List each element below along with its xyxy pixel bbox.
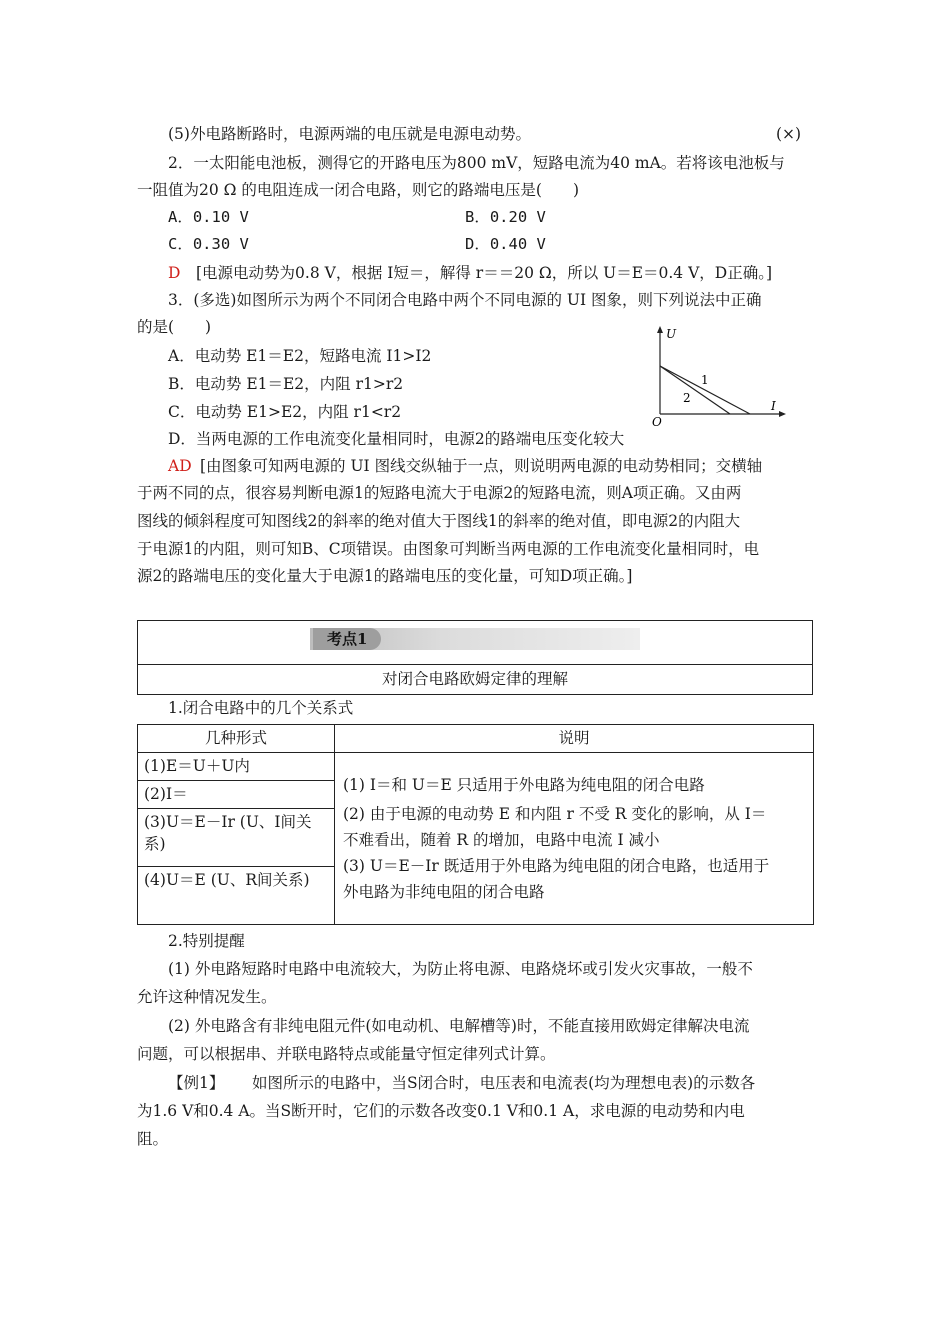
ui-graph (640, 322, 790, 434)
example-line2: 为1.6 V和0.4 A。当S断开时，它们的示数各改变0.1 V和0.1 A，求电源的电动势和内电 (137, 1102, 745, 1120)
judgment-mark: (×) (776, 125, 802, 143)
y-axis-arrow (657, 326, 663, 333)
form-4: (4)U＝E (U、R间关系) (138, 867, 335, 925)
x-axis-label: I (771, 399, 776, 413)
line-2-label: 2 (683, 391, 691, 405)
q2-option-a: A．0.10 V (168, 208, 249, 226)
q3-explanation-5: 源2的路端电压的变化量大于电源1的路端电压的变化量，可知D项正确。] (137, 567, 633, 585)
q3-explanation-2: 于两不同的点，很容易判断电源1的短路电流大于电源2的短路电流，则A项正确。又由两 (137, 484, 742, 502)
topic-badge: 考点1 (313, 628, 381, 650)
x-axis-arrow (779, 411, 786, 417)
q3-option-c: C．电动势 E1>E2，内阻 r1<r2 (168, 403, 402, 421)
q3-option-d: D．当两电源的工作电流变化量相同时，电源2的路端电压变化较大 (168, 430, 625, 448)
q3-option-a: A．电动势 E1＝E2，短路电流 I1>I2 (168, 347, 432, 365)
header-forms: 几种形式 (138, 725, 335, 753)
description-cell (335, 753, 814, 925)
example-tag: 【例1】 (168, 1074, 225, 1092)
reminder-2-line1: (2) 外电路含有非纯电阻元件(如电动机、电解槽等)时，不能直接用欧姆定律解决电流 (168, 1017, 750, 1035)
q3-explanation-4: 于电源1的内阻，则可知B、C项错误。由图象可判断当两电源的工作电流变化量相同时，电 (137, 540, 760, 558)
reminder-1-line1: (1) 外电路短路时电路中电流较大，为防止将电源、电路烧坏或引发火灾事故，一般不 (168, 960, 753, 978)
y-axis-label: U (666, 327, 677, 341)
statement-5: (5)外电路断路时，电源两端的电压就是电源电动势。 (168, 125, 531, 143)
q2-stem-line2: 一阻值为20 Ω 的电阻连成一闭合电路，则它的路端电压是( ) (137, 181, 580, 199)
q3-stem-line2: 的是( ) (137, 318, 212, 336)
description-line-4: (3) U＝E－Ir 既适用于外电路为纯电阻的闭合电路，也适用于 (343, 857, 770, 875)
reminder-1-line2: 允许这种情况发生。 (137, 988, 277, 1006)
description-line-1: (1) I＝和 U＝E 只适用于外电路为纯电阻的闭合电路 (343, 776, 705, 794)
topic-title: 对闭合电路欧姆定律的理解 (381, 670, 568, 688)
reminder-2-line2: 问题，可以根据串、并联电路特点或能量守恒定律列式计算。 (137, 1045, 556, 1063)
q3-option-b: B．电动势 E1＝E2，内阻 r1>r2 (168, 375, 404, 393)
header-description: 说明 (335, 725, 814, 753)
form-2: (2)I＝ (138, 781, 335, 809)
form-1: (1)E＝U＋U内 (138, 753, 335, 781)
description-line-5: 外电路为非纯电阻的闭合电路 (343, 883, 545, 901)
q2-option-d: D．0.40 V (465, 235, 546, 253)
example-line3: 阻。 (137, 1130, 169, 1148)
example-line1: 如图所示的电路中，当S闭合时，电压表和电流表(均为理想电表)的示数各 (252, 1074, 756, 1092)
section2-heading: 2.特别提醒 (168, 932, 245, 950)
relations-table (137, 724, 814, 925)
q2-explanation: [电源电动势为0.8 V，根据 I短＝，解得 r＝＝20 Ω，所以 U＝E＝0.4 V，D正确。] (196, 264, 773, 282)
topic-badge-bar (310, 628, 640, 650)
description-line-3: 不难看出，随着 R 的增加，电路中电流 I 减小 (343, 831, 660, 849)
q3-explanation-1: [由图象可知两电源的 UI 图线交纵轴于一点，则说明两电源的电动势相同；交横轴 (200, 457, 763, 475)
q3-answer: AD (168, 457, 192, 475)
q2-option-b: B．0.20 V (465, 208, 546, 226)
description-line-2: (2) 由于电源的电动势 E 和内阻 r 不受 R 变化的影响，从 I＝ (343, 805, 767, 823)
q2-stem-line1: 2．一太阳能电池板，测得它的开路电压为800 mV，短路电流为40 mA。若将该电池板与 (168, 154, 785, 172)
origin-label: O (652, 415, 662, 429)
q2-answer: D (168, 264, 181, 282)
line-1-label: 1 (701, 373, 709, 387)
form-3: (3)U＝E－Ir (U、I间关系) (138, 809, 335, 867)
section1-heading: 1.闭合电路中的几个关系式 (168, 699, 354, 717)
q2-option-c: C．0.30 V (168, 235, 249, 253)
graph-line-2 (660, 366, 730, 414)
q3-stem-line1: 3．(多选)如图所示为两个不同闭合电路中两个不同电源的 UI 图象，则下列说法中正确 (168, 291, 762, 309)
q3-explanation-3: 图线的倾斜程度可知图线2的斜率的绝对值大于图线1的斜率的绝对值，即电源2的内阻大 (137, 512, 741, 530)
